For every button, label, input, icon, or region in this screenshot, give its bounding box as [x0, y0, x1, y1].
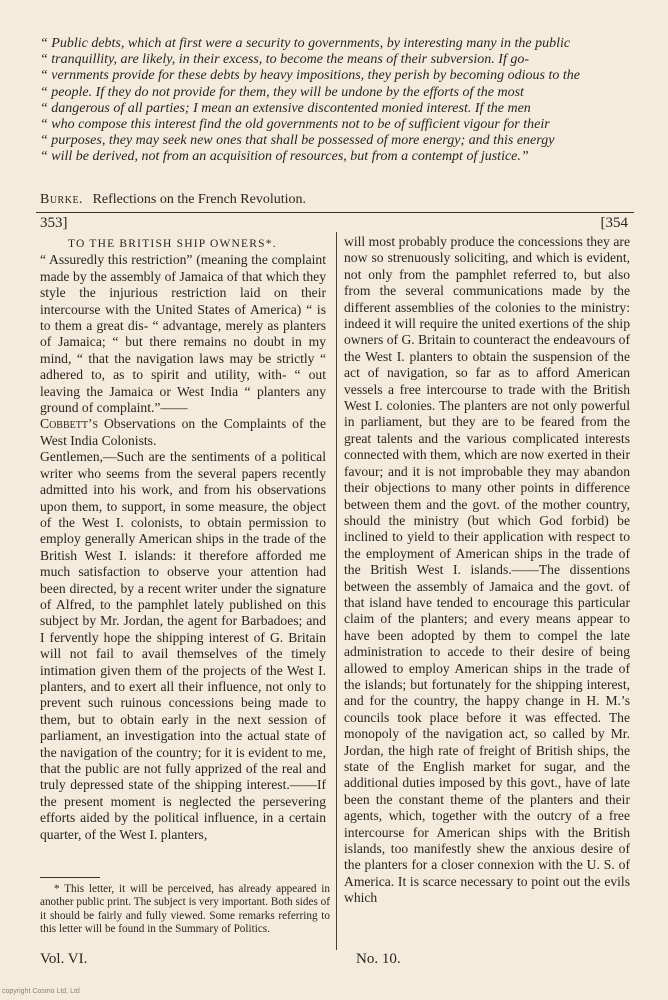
footnote-text: * This letter, it will be perceived, has already appeared in another public print. The subject is very important. Both sides of it should be fairly and fully viewed. Some remarks referring to this letter will be found in the Summary of Politics. — [40, 883, 330, 936]
epigraph-line: “ will be derived, not from an acquisition of resources, but from a contempt of justice.” — [40, 149, 529, 165]
header-rule — [36, 212, 634, 213]
volume-signature: Vol. VI. — [40, 951, 88, 967]
epigraph-source: Reflections on the French Revolution. — [92, 192, 307, 207]
quote-citation — [40, 416, 326, 449]
column-number-left: 353] — [40, 215, 68, 231]
number-signature: No. 10. — [356, 951, 401, 967]
epigraph-quote — [40, 36, 630, 166]
citation-text: Observations on the Complaints of the West India Colonists. — [40, 416, 326, 448]
column-number-right: [354 — [600, 215, 628, 231]
left-column — [40, 236, 326, 843]
citation-author: Cobbett’s — [40, 416, 99, 432]
epigraph-line: “ people. If they do not provide for them, they will be undone by the efforts of the most — [40, 84, 524, 100]
epigraph-line: “ tranquillity, are likely, in their excess, to become the means of their subversion. If go- — [40, 52, 530, 68]
epigraph-citation — [40, 192, 630, 208]
body-paragraph: Gentlemen,—Such are the sentiments of a political writer who seems from the several papers recently admitted into his work, and from his observations upon them, to support, in some measure, the object of the West I. colonists, to obtain permission to employ generally American ships in the trade of the British West I. islands: it therefore afforded me much satisfaction to observe your attention had been directed, by a recent writer under the signature of Alfred, to the pamphlet lately published on this subject by Mr. Jordan, the agent for Barbadoes; and I fervently hope the shipping interest of G. Britain will not fail to avail themselves of the timely intimation given them of the projects of the West I. planters, and to exert all their influence, not only to prevent such ruinous concessions being made to them, but to obtain early in the next session of parliament, an investigation into the actual state of the navigation of the country; for it is evident to me, that the public are not fully apprized of the real and truly depressed state of the shipping interest.——If the present moment is neglected the persevering efforts aided by the political influence, in a certain quarter, of the West I. planters, — [40, 449, 326, 842]
footnote — [40, 883, 330, 937]
epigraph-line: “ purposes, they may seek new ones that shall be possessed of more energy; and this energy — [40, 133, 555, 149]
body-paragraph-continued: will most probably produce the concessions they are now so strenuously soliciting, and which is evident, not only from the pamphlet referred to, but also from the several communications made by the different assemblies of the colonies to the ministry: indeed it will require the united exertions of the ship owners of G. Britain to counteract the endeavours of the West I. planters to obtain the suspension of the act of navigation, so far as to afford American vessels a free intercourse to trade with the British West I. colonies. The planters are not only powerful in parliament, but they are to be feared from the great talents and the various complicated interests connected with them, which are now exerted in their favour; and it is not improbable they may abandon their objections to many other points in difference between them and the govt. of the mother country, should the ministry (but which God forbid) be inclined to yield to their application with respect to the employment of American ships in the trade of the British West I. islands.——The dissentions between the assembly of Jamaica and the govt. of that island have tended to encourage this particular claim of the planters; and every means appear to have been adopted by them to compel the late administration to accede to their desire of being allowed to employ American ships in the trade of the islands; but fortunately for the shipping interest, and for the country, the happy change in H. M.’s councils took place before it was effected. The monopoly of the navigation act, so called by Mr. Jordan, the high rate of freight of British ships, the state of the English market for sugar, and the additional duties imposed by this govt., have of late been the constant theme of the planters and their agents, which, together with the outcry of a free intercourse for American ships with the British islands, too manifestly shew the anxious desire of the planters for a closer connexion with the U. S. of America. It is scarce necessary to point out the evils which — [344, 234, 630, 906]
footnote-rule — [40, 877, 100, 878]
right-column — [344, 234, 630, 907]
epigraph-line: “ who compose this interest find the old governments not to be of sufficient vigour for their — [40, 117, 550, 133]
epigraph-line: “ Public debts, which at first were a security to governments, by interesting many in the public — [40, 36, 571, 51]
epigraph-line: “ vernments provide for these debts by heavy impositions, they perish by becoming odious to the — [40, 68, 580, 84]
epigraph-line: “ dangerous of all parties; I mean an extensive discontented monied interest. If the men — [40, 100, 531, 116]
column-divider — [336, 232, 337, 950]
article-heading: TO THE BRITISH SHIP OWNERS*. — [68, 238, 277, 250]
epigraph-author: Burke. — [40, 192, 84, 207]
opening-quote: “ Assuredly this restriction” (meaning the complaint made by the assembly of Jamaica of that which they style the injurious restriction laid on their intercourse with the United States of America) “ is to them a great dis- “ advantage, merely as planters of Jamaica; “ but there remains no doubt in my mind, “ that the navigation laws may be strictly “ adhered to, as to spirit and utility, with- “ out leaving the Jamaica or West India “ planters any ground of complaint.”—— — [40, 252, 326, 416]
copyright-watermark: copyright Cosmo Ltd. Ltd — [2, 988, 80, 995]
